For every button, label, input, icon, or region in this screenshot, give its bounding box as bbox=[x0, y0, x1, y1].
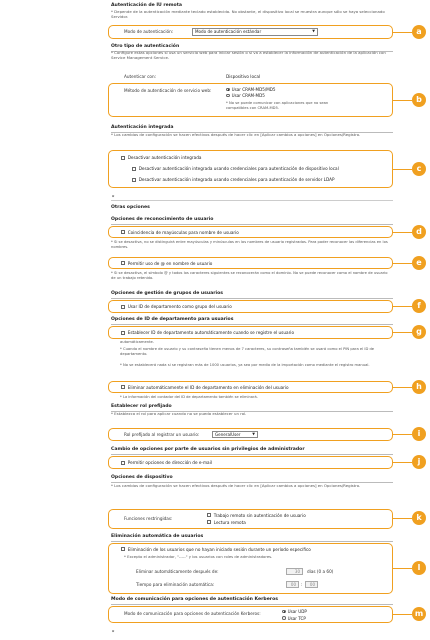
checkbox-box bbox=[121, 547, 125, 551]
badge-g: g bbox=[412, 325, 426, 339]
auto-delete-days-unit: días (0 a 60) bbox=[307, 569, 334, 574]
badge-a: a bbox=[412, 25, 426, 39]
radio-dot bbox=[226, 94, 230, 98]
badge-d: d bbox=[412, 225, 426, 239]
checkbox-box bbox=[121, 261, 125, 265]
connector-k bbox=[393, 518, 412, 519]
no-admin-title: Cambio de opciones por parte de usuarios sin privilegios de administrador bbox=[111, 447, 393, 455]
default-role-label: Rol prefijado al registrar un usuario: bbox=[124, 432, 200, 437]
cb-allow-email[interactable] bbox=[121, 460, 212, 465]
at-note: * Si se desactiva, el símbolo @ y todos los caracteres siguientes se reconocerán como el dominio. No se puede reconocer como el nombre de usuario de un trabajo retenido. bbox=[111, 271, 388, 280]
connector-b bbox=[393, 100, 412, 101]
checkbox-label: Establecer ID de departamento automáticamente cuando se registre el usuario bbox=[127, 330, 295, 335]
cb-dept-auto[interactable] bbox=[121, 330, 294, 335]
checkbox-label: Lectura remota bbox=[213, 519, 246, 525]
badge-c: c bbox=[412, 162, 426, 176]
kerberos-label: Modo de comunicación para opciones de autenticación Kerberos: bbox=[124, 611, 261, 616]
auth-mode-value: Modo de autenticación estándar bbox=[195, 28, 262, 34]
badge-i: i bbox=[412, 427, 426, 441]
radio-dot bbox=[282, 616, 286, 620]
connector-j bbox=[393, 462, 412, 463]
checkbox-box bbox=[207, 520, 211, 524]
dept-delete-note: * La información del contador del ID de departamento también se eliminará. bbox=[120, 394, 258, 399]
radio-label: Usar UDP bbox=[287, 609, 307, 614]
dept-note-1: * Cuando el nombre de usuario y su contraseña tienen menos de 7 caracteres, su contraseña también se usará como el PIN para el ID de departamento. bbox=[120, 347, 375, 356]
auto-delete-after-label: Eliminar automáticamente después de: bbox=[136, 569, 219, 574]
auth-mode-label: Modo de autenticación: bbox=[124, 29, 174, 34]
radio-cram-md5-md5[interactable] bbox=[226, 87, 276, 92]
cb-disable-integrated[interactable] bbox=[121, 155, 201, 160]
connector-g bbox=[393, 332, 412, 333]
chevron-down-icon: ▼ bbox=[252, 432, 255, 437]
auth-mode-select[interactable] bbox=[192, 28, 318, 36]
other-auth-title: Otro tipo de autenticación bbox=[111, 44, 393, 52]
checkbox-box bbox=[121, 385, 125, 389]
radio-tcp[interactable] bbox=[282, 616, 306, 621]
device-options-note: * Los cambios de configuración se hacen efectivos después de hacer clic en [Aplicar cambios a opciones] en Opciones/Registro. bbox=[111, 483, 361, 488]
cb-disable-integrated-ldap[interactable] bbox=[132, 177, 335, 182]
auto-delete-minute-input[interactable]: 00 bbox=[305, 581, 318, 588]
default-role-value: GeneralUser bbox=[215, 431, 241, 437]
auto-delete-days-input[interactable]: 30 bbox=[286, 568, 303, 575]
radio-udp[interactable] bbox=[282, 609, 307, 614]
default-role-select[interactable] bbox=[212, 431, 258, 439]
collapse-icon-bottom[interactable]: ⌅ bbox=[111, 628, 116, 634]
integrated-title: Autenticación integrada bbox=[111, 125, 393, 133]
auth-with-value: Dispositivo local bbox=[226, 74, 261, 79]
device-options-title: Opciones de dispositivo bbox=[111, 475, 393, 483]
badge-h: h bbox=[412, 380, 426, 394]
cb-remote-read[interactable] bbox=[207, 520, 246, 525]
badge-e: e bbox=[412, 256, 426, 270]
checkbox-box bbox=[121, 331, 125, 335]
checkbox-box bbox=[132, 167, 136, 171]
connector-c bbox=[393, 169, 412, 170]
radio-label: Usar CRAM-MD5 bbox=[231, 93, 265, 98]
group-title: Opciones de gestión de grupos de usuarios bbox=[111, 291, 393, 299]
default-role-title: Establecer rol prefijado bbox=[111, 404, 393, 412]
badge-m: m bbox=[412, 607, 426, 621]
other-auth-note: * Configure estas opciones si usa un servicio web para iniciar sesión o si va a establecer la información de autenticación de la aplicación con Service Management Service. bbox=[111, 50, 386, 60]
web-method-label: Método de autenticación de servicio web: bbox=[124, 88, 212, 93]
badge-j: j bbox=[412, 455, 426, 469]
auto-delete-hour-input[interactable]: 00 bbox=[286, 581, 299, 588]
auto-delete-time-label: Tiempo para eliminación automática: bbox=[136, 582, 215, 587]
checkbox-label: Trabajo remoto sin autenticación de usuario bbox=[213, 512, 306, 518]
remote-auth-title: Autenticación de IU remota bbox=[111, 3, 182, 8]
cb-disable-integrated-local[interactable] bbox=[132, 166, 339, 171]
radio-dot bbox=[282, 610, 286, 614]
checkbox-label: Permitir uso de @ en nombre de usuario bbox=[127, 260, 213, 266]
chevron-down-icon: ▼ bbox=[312, 29, 315, 34]
badge-f: f bbox=[412, 299, 426, 313]
kerberos-title: Modo de comunicación para opciones de autenticación Kerberos bbox=[111, 597, 393, 605]
checkbox-box bbox=[121, 156, 125, 160]
dept-note-2: * No se establecerá nada si se registran más de 1000 usuarios, ya sea por medio de la importación como mediante el registro manual. bbox=[120, 363, 370, 367]
time-separator: : bbox=[301, 582, 303, 587]
badge-b: b bbox=[412, 93, 426, 107]
connector-i bbox=[393, 434, 412, 435]
connector-d bbox=[393, 232, 412, 233]
badge-k: k bbox=[412, 511, 426, 525]
checkbox-label: Eliminar automáticamente el ID de departamento en eliminación del usuario bbox=[127, 384, 289, 390]
section-divider bbox=[111, 200, 393, 201]
restricted-label: Funciones restringidas: bbox=[124, 516, 173, 521]
connector-l bbox=[393, 568, 412, 569]
checkbox-box bbox=[207, 513, 211, 517]
auto-delete-title: Eliminación automática de usuarios bbox=[111, 534, 393, 542]
integrated-note: * Los cambios de configuración se hacen efectivos después de hacer clic en [Aplicar cambios a opciones] en Opciones/Registro. bbox=[111, 132, 361, 137]
checkbox-label: Usar ID de departamento como grupo del usuario bbox=[127, 304, 232, 309]
checkbox-box bbox=[121, 305, 125, 309]
auth-with-label: Autenticar con: bbox=[124, 74, 157, 79]
connector-a bbox=[393, 32, 412, 33]
other-options-title: Otras opciones bbox=[111, 205, 150, 210]
cb-case-match[interactable] bbox=[121, 230, 239, 235]
radio-dot bbox=[226, 88, 230, 92]
checkbox-label: Desactivar autenticación integrada usando credenciales para autenticación de dispositivo local bbox=[138, 166, 339, 171]
radio-note: * No se puede comunicar con aplicaciones que no sean compatibles con CRAM-MD5. bbox=[226, 101, 329, 110]
connector-f bbox=[393, 306, 412, 307]
default-role-note: * Establezca el rol para aplicar cuando no se pueda establecer un rol. bbox=[111, 411, 247, 416]
checkbox-label: Permitir opciones de dirección de e-mail bbox=[127, 460, 212, 465]
checkbox-label: Desactivar autenticación integrada usando credenciales para autenticación de servidor LDAP bbox=[138, 177, 335, 182]
remote-auth-note: * Depende de la autenticación mediante teclado establecida. No obstante, el dispositivo local se muestra aunque sólo se haya seleccionado Servidor. bbox=[111, 9, 385, 19]
checkbox-box bbox=[121, 230, 125, 234]
case-note: * Si se desactiva, no se distinguirá entre mayúsculas y minúsculas en los nombres de usuario registrados. Para poder reconocer las diferencias en los nombres. bbox=[111, 240, 388, 249]
collapse-icon[interactable]: ⌅ bbox=[111, 193, 116, 199]
cb-dept-as-group[interactable] bbox=[121, 304, 232, 309]
cb-dept-delete[interactable] bbox=[121, 385, 289, 390]
dept-note-0: automáticamente. bbox=[120, 340, 154, 344]
connector-e bbox=[393, 263, 412, 264]
checkbox-label: Eliminación de los usuarios que no hayan iniciado sesión durante un período específico bbox=[127, 546, 311, 552]
dept-title: Opciones de ID de departamento para usuarios bbox=[111, 317, 393, 325]
cb-remote-work[interactable] bbox=[207, 513, 306, 518]
checkbox-label: Coincidencia de mayúsculas para nombre de usuario bbox=[127, 229, 239, 235]
badge-l: l bbox=[412, 561, 426, 575]
recognition-title: Opciones de reconocimiento de usuario bbox=[111, 217, 393, 225]
checkbox-label: Desactivar autenticación integrada bbox=[127, 155, 202, 160]
connector-m bbox=[393, 614, 412, 615]
checkbox-box bbox=[132, 178, 136, 182]
connector-h bbox=[393, 387, 412, 388]
radio-label: Usar TCP bbox=[287, 615, 306, 621]
checkbox-box bbox=[121, 461, 125, 465]
cb-allow-at[interactable] bbox=[121, 261, 212, 266]
auto-delete-note: * Excepto el administrador, "-----" y los usuarios con roles de administradores. bbox=[124, 554, 273, 559]
radio-cram-md5[interactable] bbox=[226, 93, 265, 98]
cb-auto-delete[interactable] bbox=[121, 547, 311, 552]
radio-label: Usar CRAM-MD5/MD5 bbox=[231, 87, 276, 92]
